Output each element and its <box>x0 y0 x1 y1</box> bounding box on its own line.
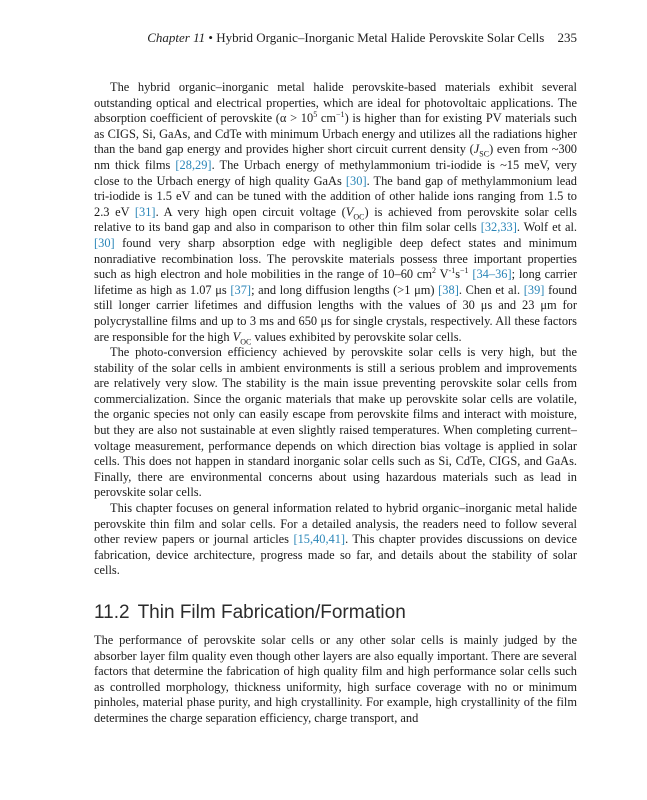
citation-link[interactable]: [15,40,41] <box>293 532 346 547</box>
text-run: This chapter focuses on general information related to hybrid organic–inorganic metal halide perovskite thin film and solar cells. For a detailed analysis, the readers need to follow several other review papers or journal articles <box>94 501 577 547</box>
citation-link[interactable]: [37] <box>230 282 252 297</box>
section-heading <box>94 601 577 625</box>
text-run: SC <box>479 149 490 159</box>
citation-link[interactable]: [38] <box>438 282 459 297</box>
paragraph <box>94 345 577 501</box>
text-run: 5 <box>313 110 318 120</box>
text-run: OC <box>240 336 252 346</box>
body-text <box>94 80 577 727</box>
text-run: found still longer carrier lifetimes and diffusion lengths with the values of 30 μs and 23 μm for polycrystalline films and up to 3 ms and 650 μs for single crystals, respectively. All these factors are responsible for the high <box>94 282 578 344</box>
running-head <box>0 30 577 46</box>
citation-link[interactable]: [30] <box>345 173 367 188</box>
text-run: −1 <box>460 266 469 275</box>
text-run: ) even from ~300 nm thick films <box>94 142 577 172</box>
italic-symbol: V <box>345 204 354 219</box>
citation-link[interactable]: [39] <box>523 282 545 297</box>
text-run: . The band gap of methylammonium lead tri-iodide is 1.5 eV and can be tuned with the addition of other halide ions ranging from 1.5 to 2.3 eV <box>94 173 578 219</box>
text-run: The hybrid organic–inorganic metal halide perovskite-based materials exhibit several outstanding optical and electrical properties, which are ideal for photovoltaic applications. The absorption coefficient of perovskite (α > 10 <box>94 80 577 126</box>
text-run: −1 <box>336 110 345 120</box>
bullet-separator: • <box>208 30 213 45</box>
citation-link[interactable]: [34–36] <box>472 267 512 282</box>
citation-link[interactable]: [32,33] <box>480 220 517 235</box>
text-run: . This chapter provides discussions on device fabrication, device architecture, progress made so far, and details about the stability of solar cells. <box>94 532 577 578</box>
text-run: ; and long diffusion lengths (>1 μm) <box>251 282 439 297</box>
text-run: s <box>455 267 461 282</box>
chapter-title: Hybrid Organic–Inorganic Metal Halide Perovskite Solar Cells <box>216 30 545 45</box>
text-run: . The Urbach energy of methylammonium tri-iodide is ~15 meV, very close to the Urbach energy of high quality GaAs <box>94 157 578 188</box>
text-run: V <box>436 267 449 282</box>
italic-symbol: J <box>473 142 480 157</box>
text-run: . A very high open circuit voltage ( <box>155 204 346 219</box>
text-run: The performance of perovskite solar cells or any other solar cells is mainly judged by the absorber layer film quality even though other layers are also equally important. There are several factors that determine the fabrication of high quality film and high performance solar cells such as controlled morphology, thickness uniformity, high surface coverage with no or minimum pinholes, material phase purity, and high crystallinity. For example, high crystallinity of the film determines the charge separation efficiency, charge transport, and <box>94 633 577 725</box>
text-run: ) is higher than for existing PV materials such as CIGS, Si, GaAs, and CdTe with minimum Urbach energy and utilizes all the radiations higher than the band gap energy and provides higher short circuit current density ( <box>94 111 577 157</box>
section-number: 11.2 <box>94 602 130 623</box>
citation-link[interactable]: [30] <box>94 235 115 250</box>
section-title: Thin Film Fabrication/Formation <box>137 602 406 623</box>
section-paragraphs <box>94 633 577 727</box>
text-run: values exhibited by perovskite solar cells. <box>251 329 462 344</box>
text-run: 2 <box>432 266 437 275</box>
paragraph <box>94 501 577 579</box>
italic-symbol: V <box>232 329 241 344</box>
text-run: ) is achieved from perovskite solar cells relative to its band gap and also in comparison to other thin film solar cells <box>94 204 577 235</box>
paragraph <box>94 80 577 345</box>
text-run: . Chen et al. <box>458 282 524 297</box>
text-run: cm <box>317 111 337 126</box>
text-run: ; long carrier lifetime as high as 1.07 μs <box>94 267 577 297</box>
text-run: . Wolf et al. <box>516 220 577 235</box>
citation-link[interactable]: [28,29] <box>175 157 212 172</box>
text-run: found very sharp absorption edge with negligible deep defect states and minimum nonradiative recombination loss. The perovskite materials possess three important properties such as high electron and hole mobilities in the range of 10–60 cm <box>94 235 577 282</box>
text-run: OC <box>353 212 365 222</box>
citation-link[interactable]: [31] <box>134 204 156 219</box>
paragraph <box>94 633 577 727</box>
intro-paragraphs <box>94 80 577 579</box>
chapter-label: Chapter 11 <box>147 30 206 45</box>
page-number: 235 <box>557 30 577 45</box>
text-run: The photo-conversion efficiency achieved by perovskite solar cells is very high, but the stability of the solar cells in ambient environments is still a serious problem and improvements are relatively very slow. The stability is the main issue preventing perovskite solar cells from commercialization. Since the organic materials that make up perovskite solar cells are volatile, the organic species not only can easily escape from perovskite films and interact with moisture, but they are also not sustainable at even slightly raised temperatures. When completing current–voltage measurement, performance depends on which direction bias voltage is applied in solar cells. This does not happen in standard inorganic solar cells such as Si, CdTe, CIGS, and GaAs. Finally, there are environmental concerns about using hazardous materials such as lead in perovskite solar cells. <box>94 345 577 500</box>
text-run: -1 <box>448 266 456 275</box>
